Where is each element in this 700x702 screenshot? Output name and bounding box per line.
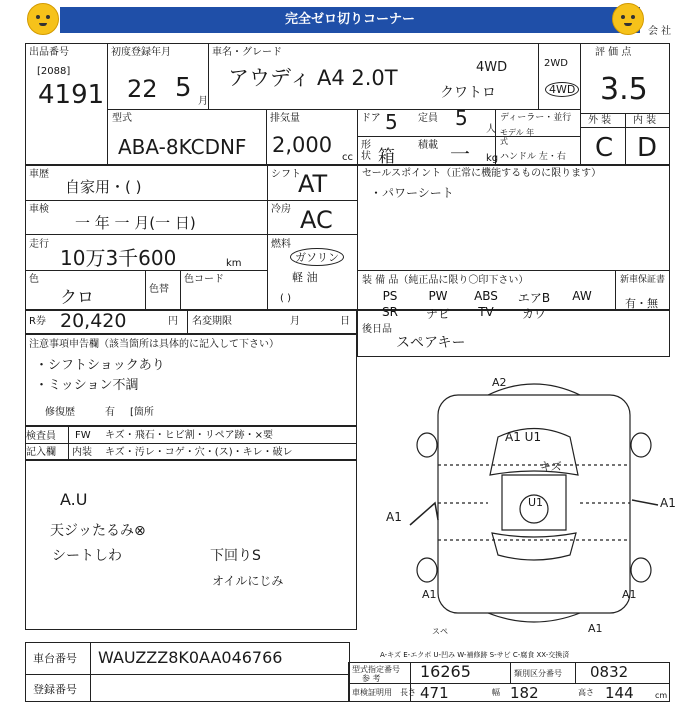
diagram-left-a1: A1	[386, 510, 402, 524]
equip-ps: PS	[382, 289, 398, 303]
kg-unit: kg	[486, 153, 499, 164]
mascot-right-icon	[612, 3, 644, 35]
form-number: 16265	[420, 662, 471, 681]
drive-circled: 4WD	[545, 82, 579, 97]
score-label: 評 価 点	[595, 47, 632, 58]
equip-tv: TV	[478, 305, 494, 319]
lot-sub: [2088]	[37, 66, 71, 77]
equip-navi: ナビ	[425, 307, 450, 321]
first-reg-year: 22	[127, 75, 158, 103]
shape-label: 形状	[361, 140, 371, 162]
name-change-month: 月	[290, 316, 300, 327]
history-value: 自家用・( )	[65, 178, 142, 196]
diagram-right-a1: A1	[660, 496, 676, 510]
color-code-label: 色コード	[184, 274, 224, 285]
car-grade: クワトロ	[440, 85, 496, 101]
fuel-label: 燃料	[271, 239, 291, 250]
note-line-2: ・ミッション不調	[35, 378, 139, 393]
lot-number: 4191	[38, 80, 105, 110]
sales-point-value: ・パワーシート	[370, 186, 454, 200]
yen-unit: 円	[168, 316, 178, 327]
interior-grade: D	[637, 133, 658, 163]
equip-row-1	[372, 289, 612, 306]
form-label: 型式指定番号	[352, 665, 400, 674]
page-title-banner: 完全ゼロ切りコーナー	[60, 7, 640, 33]
length-label: 長さ	[400, 688, 416, 697]
history-label: 車歴	[29, 169, 49, 180]
length-value: 471	[420, 684, 449, 702]
diagram-a1u1: A1 U1	[505, 430, 542, 444]
category-label: 類別区分番号	[514, 669, 562, 678]
displacement-label: 排気量	[270, 113, 300, 124]
diagram-kizu: キズ	[540, 460, 562, 473]
diagram-front-a1: A1	[588, 622, 603, 635]
hw-under: 下回りS	[210, 548, 261, 564]
form-ref: 参 考	[362, 674, 381, 683]
chassis-value: WAUZZZ8K0AA046766	[98, 648, 283, 667]
hw-line2: 天ジッたるみ⊗	[50, 523, 146, 539]
color-change-label: 色替	[149, 284, 169, 295]
diagram-bottom-right-a1: A1	[622, 588, 637, 601]
mascot-left-icon	[27, 3, 59, 35]
fuel-alt: 軽 油	[292, 271, 318, 284]
name-change-label: 名変期限	[192, 316, 232, 327]
interior-label: 内 装	[633, 115, 657, 126]
shift-value: AT	[298, 170, 328, 198]
equip-pw: PW	[428, 289, 448, 303]
diagram-a2: A2	[492, 376, 507, 389]
drive-label: 2WD	[544, 58, 568, 69]
category-number: 0832	[590, 663, 629, 681]
inspector-label: 検査員 記入欄	[26, 431, 56, 458]
recycle-label: R券	[29, 316, 46, 327]
mileage-value: 10万3千600	[60, 246, 177, 270]
fuel-paren: ( )	[280, 293, 291, 304]
cert-label: 車検証明用	[352, 688, 392, 697]
equip-aw: AW	[572, 289, 592, 303]
doors-label: ドア	[361, 113, 381, 124]
mileage-label: 走行	[29, 239, 49, 250]
inspection-value: 一 年 一 月(一 日)	[75, 214, 196, 232]
repair-place: [箇所	[130, 407, 154, 418]
fw-label: FW	[75, 430, 91, 441]
fuel-value: ガソリン	[290, 248, 344, 266]
km-unit: km	[226, 258, 242, 269]
color-label: 色	[29, 274, 39, 285]
persons-unit: 人	[486, 124, 496, 135]
color-value: クロ	[60, 288, 94, 308]
model-value: ABA-8KCDNF	[118, 135, 247, 159]
doors-value: 5	[385, 110, 398, 134]
dealer-label: ディーラー・並行	[500, 113, 572, 123]
drive-mark: 4WD	[476, 60, 508, 75]
reg-label: 登録番号	[33, 683, 77, 696]
int-items: キズ・汚レ・コゲ・穴・(ス)・キレ・破レ	[105, 447, 293, 458]
diagram-bottom-left-a1: A1	[422, 588, 437, 601]
height-value: 144	[605, 684, 634, 702]
exterior-label: 外 装	[588, 115, 612, 126]
recycle-amount: 20,420	[60, 310, 127, 332]
rear-items-label: 後日品	[362, 324, 392, 335]
handle-label: ハンドル 左・右	[500, 152, 566, 162]
shape-value: 箱	[378, 147, 395, 167]
month-unit: 月	[198, 96, 208, 107]
equip-label: 装 備 品（純正品に限り〇印下さい）	[362, 275, 529, 286]
damage-legend: A-キズ E-エクボ U-凹み W-補修跡 S-サビ C-腐食 XX-交換済	[380, 651, 570, 659]
fw-items: キズ・飛石・ヒビ割・リペア跡・×要	[105, 430, 273, 441]
rear-items-value: スペアキー	[396, 335, 466, 351]
cm-unit: cm	[655, 691, 668, 700]
cc-unit: cc	[342, 152, 353, 163]
chassis-label: 車台番号	[33, 652, 77, 665]
seats-value: 5	[455, 106, 468, 130]
name-change-day: 日	[340, 316, 350, 327]
first-reg-label: 初度登録年月	[111, 47, 171, 58]
int-label: 内装	[72, 447, 92, 458]
car-name: アウディ A4 2.0T	[228, 66, 398, 90]
note-line-1: ・シフトショックあり	[35, 358, 165, 373]
hw-au: A.U	[60, 490, 88, 509]
sales-point-label: セールスポイント（正常に機能するものに限ります）	[362, 168, 602, 179]
notes-label: 注意事項申告欄（該当箇所は具体的に記入して下さい）	[29, 339, 279, 350]
displacement-value: 2,000	[272, 133, 333, 157]
car-name-label: 車名・グレード	[212, 47, 282, 58]
repair-label: 修復歴	[45, 407, 75, 418]
equip-leather: カワ	[521, 307, 546, 321]
diagram-u1: U1	[528, 496, 544, 509]
height-label: 高さ	[578, 688, 594, 697]
ac-label: 冷房	[271, 204, 291, 215]
first-reg-month: 5	[175, 73, 192, 103]
equip-airbag: エアB	[517, 291, 551, 305]
equip-sr: SR	[382, 305, 398, 319]
corner-text: 会 社	[648, 26, 672, 37]
hw-oil: オイルにじみ	[212, 574, 284, 588]
width-value: 182	[510, 684, 539, 702]
guarantee-label: 新車保証書	[620, 275, 666, 285]
width-label: 幅	[492, 688, 500, 697]
inspection-label: 車検	[29, 204, 49, 215]
model-year-label: モデル 年式	[500, 128, 535, 146]
score-value: 3.5	[600, 72, 648, 107]
guarantee-value: 有・無	[625, 297, 658, 310]
hw-line3: シートしわ	[52, 548, 122, 564]
diagram-spare: スペ	[432, 627, 448, 636]
shift-label: シフト	[271, 169, 301, 180]
ac-value: AC	[300, 206, 333, 234]
model-label: 型式	[112, 113, 132, 124]
load-label: 積載	[418, 140, 438, 151]
exterior-grade: C	[595, 133, 614, 163]
seats-label: 定員	[418, 113, 438, 124]
lot-label: 出品番号	[29, 47, 69, 58]
repair-value: 有	[105, 407, 115, 418]
load-value: 一	[450, 142, 470, 166]
equip-abs: ABS	[474, 289, 498, 303]
